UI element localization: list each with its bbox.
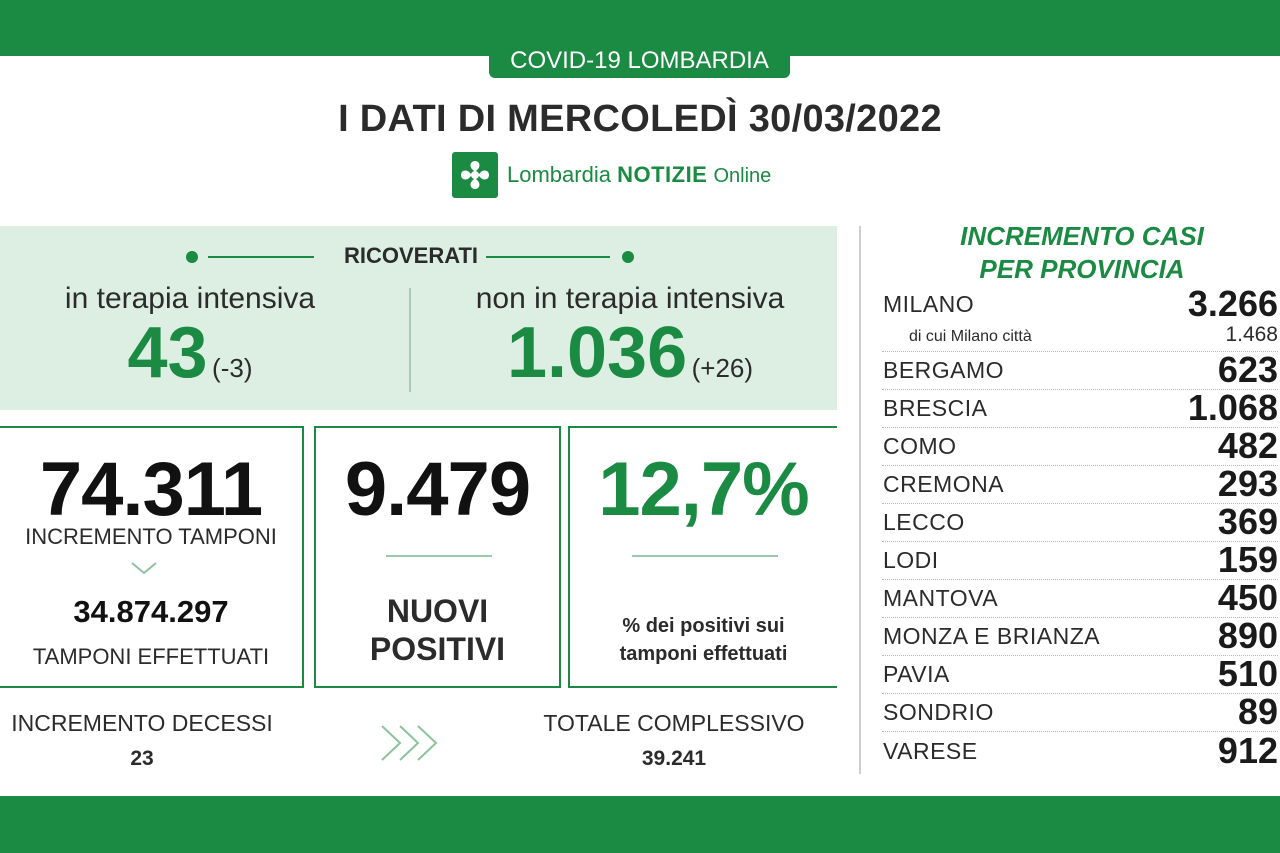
city-value: 1.468 (1225, 323, 1278, 346)
tamponi-box (0, 426, 304, 688)
province-value: 159 (1217, 539, 1278, 580)
divider (386, 555, 492, 557)
province-value: 293 (1217, 463, 1278, 504)
decessi-label: INCREMENTO DECESSI (11, 710, 273, 736)
positivi-value: 9.479 (344, 447, 531, 532)
province-name: MONZA E BRIANZA (883, 623, 1101, 649)
intensive-delta: (-3) (212, 353, 253, 383)
province-value: 623 (1217, 349, 1278, 390)
intensive-label: in terapia intensiva (64, 282, 316, 315)
province-name: LECCO (883, 509, 965, 535)
province-name: SONDRIO (883, 699, 994, 725)
dot-decoration (622, 251, 634, 263)
ricoverati-heading (186, 243, 636, 271)
list-item (882, 501, 1278, 542)
divider (208, 256, 314, 258)
list-item (882, 349, 1278, 390)
province-list (882, 283, 1278, 771)
tamponi-total: 34.874.297 (73, 594, 229, 629)
province-name: BRESCIA (883, 395, 988, 421)
province-name: BERGAMO (883, 357, 1005, 383)
province-name: LODI (883, 547, 939, 573)
non-intensive-label: non in terapia intensiva (475, 282, 785, 315)
list-item (882, 732, 1278, 770)
divider (486, 256, 610, 258)
list-item (882, 425, 1278, 466)
province-value: 510 (1217, 653, 1278, 694)
dot-decoration (186, 251, 198, 263)
decessi-total-label: TOTALE COMPLESSIVO (543, 710, 805, 736)
city-subtitle: di cui Milano città (909, 328, 1032, 345)
province-name: CREMONA (883, 471, 1005, 497)
brand-wordmark: Lombardia NOTIZIE Online (507, 162, 772, 187)
list-item (882, 463, 1278, 504)
lombardia-rose-icon (452, 152, 498, 198)
province-value: 369 (1217, 501, 1278, 542)
province-name: VARESE (883, 738, 978, 764)
list-item (882, 387, 1278, 428)
intensive-care-stat (30, 282, 350, 394)
province-value: 450 (1217, 577, 1278, 618)
ricoverati-label: RICOVERATI (343, 243, 479, 268)
intensive-value: 43 (127, 313, 208, 393)
divider (859, 226, 861, 774)
positivi-box (314, 426, 561, 688)
province-name: COMO (883, 433, 957, 459)
non-intensive-stat (440, 282, 820, 394)
province-value: 89 (1237, 691, 1278, 732)
province-value: 912 (1217, 730, 1278, 771)
list-item (882, 577, 1278, 618)
percentuale-label: % dei positivi sui tamponi effettuati (619, 615, 788, 665)
decessi-value: 23 (130, 747, 154, 770)
tamponi-increment-label: INCREMENTO TAMPONI (25, 524, 277, 549)
tamponi-total-label: TAMPONI EFFETTUATI (32, 644, 270, 669)
page-title: I DATI DI MERCOLEDÌ 30/03/2022 (338, 98, 942, 140)
list-item (882, 691, 1278, 732)
province-value: 3.266 (1187, 283, 1278, 324)
divider (632, 555, 778, 557)
brand-logo (452, 151, 771, 199)
chevron-right-icon (376, 718, 446, 768)
percentuale-box (568, 426, 837, 688)
province-name: MANTOVA (883, 585, 999, 611)
province-name: MILANO (883, 291, 975, 317)
list-item (882, 283, 1278, 352)
province-value: 482 (1217, 425, 1278, 466)
chevron-down-icon (130, 560, 158, 581)
header-tag: COVID-19 LOMBARDIA (489, 46, 790, 78)
province-name: PAVIA (883, 661, 950, 687)
decessi-total-value: 39.241 (641, 747, 707, 770)
positivi-label: NUOVI POSITIVI (369, 593, 506, 667)
non-intensive-value: 1.036 (506, 313, 688, 393)
non-intensive-delta: (+26) (691, 353, 754, 383)
divider (409, 288, 411, 392)
decessi-total-stat (524, 710, 824, 771)
list-item (882, 615, 1278, 656)
decessi-stat (0, 710, 284, 771)
bottom-band (0, 796, 1280, 853)
province-value: 1.068 (1187, 387, 1278, 428)
tamponi-increment: 74.311 (39, 447, 263, 532)
province-title: INCREMENTO CASI PER PROVINCIA (960, 221, 1204, 284)
list-item (882, 539, 1278, 580)
list-item (882, 653, 1278, 694)
province-value: 890 (1217, 615, 1278, 656)
percentuale-value: 12,7% (598, 447, 809, 532)
